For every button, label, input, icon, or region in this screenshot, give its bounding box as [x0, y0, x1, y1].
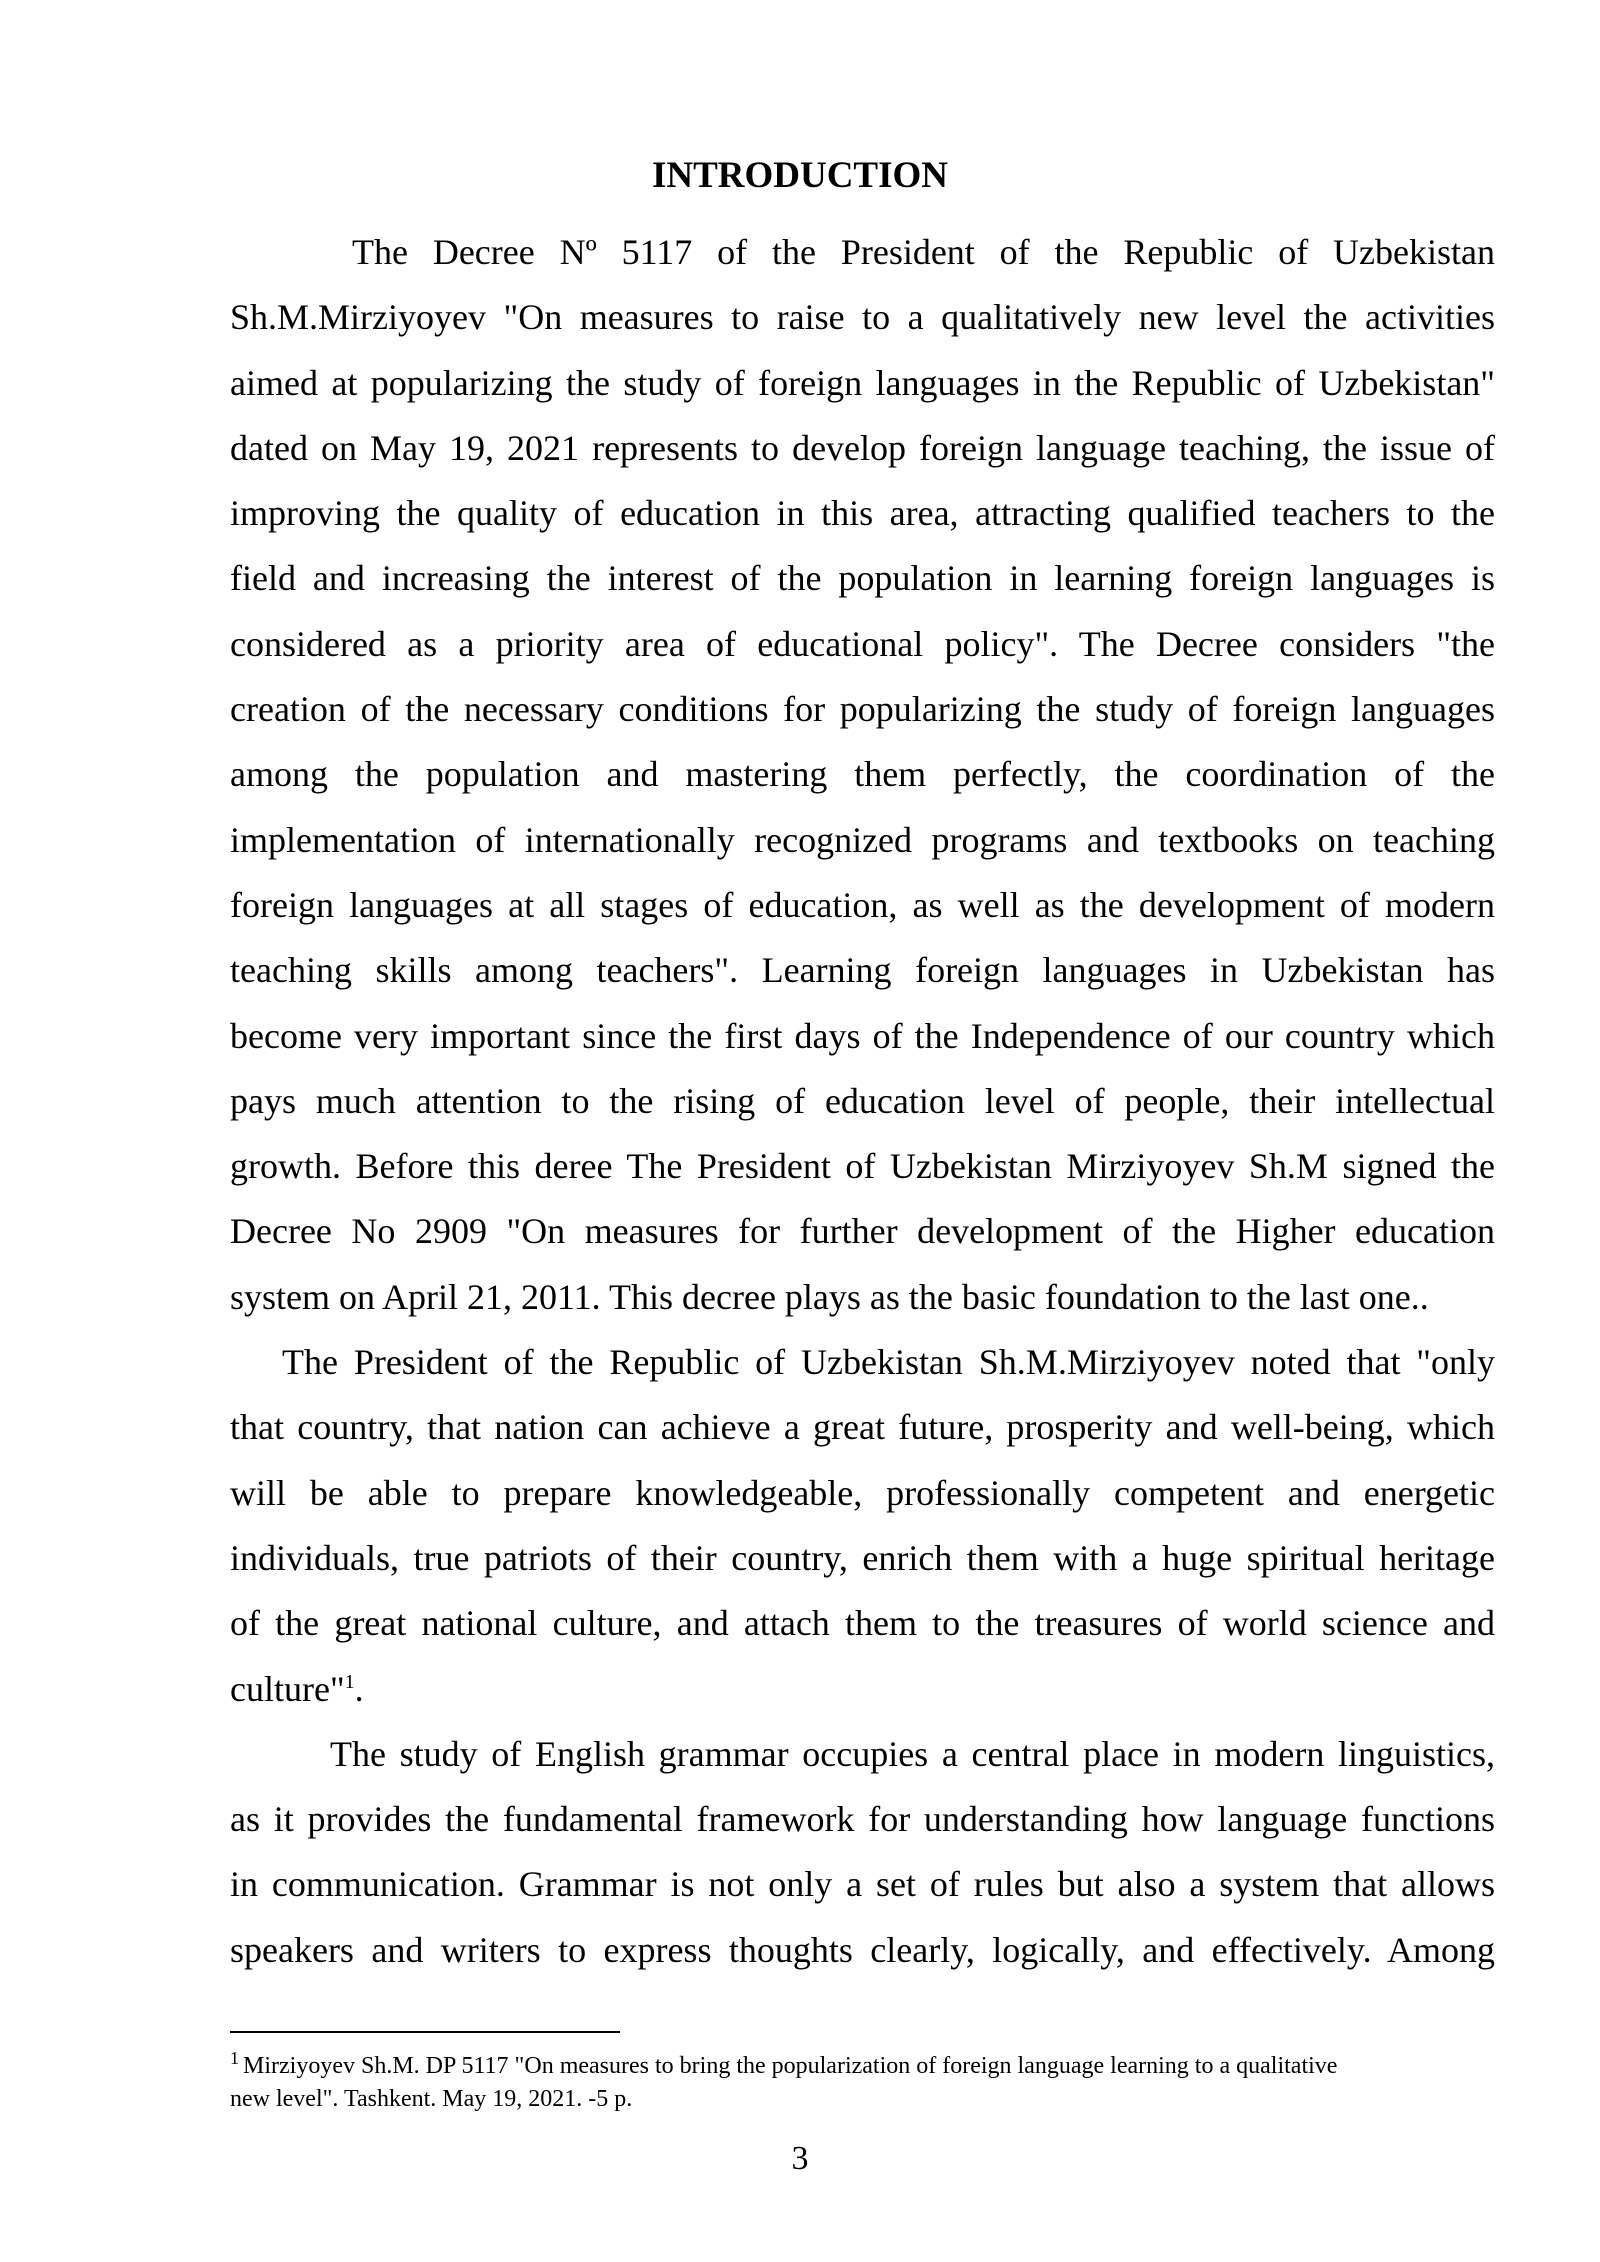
footnote-text: Mirziyoyev Sh.M. DP 5117 "On measures to bring the popularization of foreign language learning to a qualitative [243, 2053, 1338, 2079]
text-line: system on April 21, 2011. This decree plays as the basic foundation to the last one.. [230, 1276, 1429, 1317]
text-line: The President of the Republic of Uzbekistan Sh.M.Mirziyoyev noted that "only [282, 1342, 1495, 1383]
text-line: individuals, true patriots of their country, enrich them with a huge spiritual heritage [230, 1537, 1495, 1578]
text-line: aimed at popularizing the study of foreign languages in the Republic of Uzbekistan" [230, 362, 1495, 403]
paragraph-1 [230, 220, 1495, 1330]
text-fragment: . [354, 1668, 364, 1709]
text-line: foreign languages at all stages of education, as well as the development of modern [230, 884, 1495, 925]
text-line: implementation of internationally recognized programs and textbooks on teaching [230, 819, 1495, 860]
text-line: teaching skills among teachers". Learning foreign languages in Uzbekistan has [230, 950, 1495, 991]
text-line: growth. Before this deree The President of Uzbekistan Mirziyoyev Sh.M signed the [230, 1146, 1495, 1187]
body-text [230, 220, 1495, 1983]
text-line: speakers and writers to express thoughts clearly, logically, and effectively. Among [230, 1929, 1495, 1970]
text-line: that country, that nation can achieve a great future, prosperity and well-being, which [230, 1407, 1495, 1448]
footnote-separator [230, 2031, 620, 2033]
text-line: considered as a priority area of educational policy". The Decree considers "the [230, 623, 1495, 664]
paragraph-3 [230, 1722, 1495, 1983]
text-line: become very important since the first days of the Independence of our country which [230, 1015, 1495, 1056]
text-line: dated on May 19, 2021 represents to develop foreign language teaching, the issue of [230, 427, 1495, 468]
text-line: Decree No 2909 "On measures for further development of the Higher education [230, 1211, 1495, 1252]
footnote-line [230, 2050, 1495, 2083]
text-line: field and increasing the interest of the population in learning foreign languages is [230, 558, 1495, 599]
text-line: The Decree Nº 5117 of the President of the Republic of Uzbekistan [352, 232, 1495, 272]
text-line: creation of the necessary conditions for popularizing the study of foreign languages [230, 689, 1495, 730]
paragraph-2 [230, 1330, 1495, 1722]
footnote [230, 2050, 1495, 2116]
page-number: 3 [791, 2140, 809, 2177]
text-line: as it provides the fundamental framework for understanding how language functions [230, 1799, 1495, 1840]
text-fragment: culture" [230, 1668, 345, 1709]
text-line-with-footnote [230, 1657, 1495, 1722]
text-line: among the population and mastering them perfectly, the coordination of the [230, 754, 1495, 795]
section-heading: INTRODUCTION [651, 155, 949, 196]
text-line: improving the quality of education in this area, attracting qualified teachers to the [230, 493, 1495, 534]
text-line: Sh.M.Mirziyoyev "On measures to raise to a qualitatively new level the activities [230, 297, 1495, 338]
text-line: The study of English grammar occupies a central place in modern linguistics, [330, 1733, 1495, 1774]
text-line: will be able to prepare knowledgeable, professionally competent and energetic [230, 1472, 1495, 1513]
footnote-reference[interactable]: 1 [344, 1670, 355, 1693]
text-line: pays much attention to the rising of education level of people, their intellectual [230, 1080, 1495, 1121]
footnote-number: 1 [230, 2048, 239, 2068]
text-line: of the great national culture, and attach them to the treasures of world science and [230, 1603, 1495, 1644]
text-line: in communication. Grammar is not only a set of rules but also a system that allows [230, 1864, 1495, 1905]
footnote-line: new level". Tashkent. May 19, 2021. -5 p. [230, 2086, 633, 2112]
